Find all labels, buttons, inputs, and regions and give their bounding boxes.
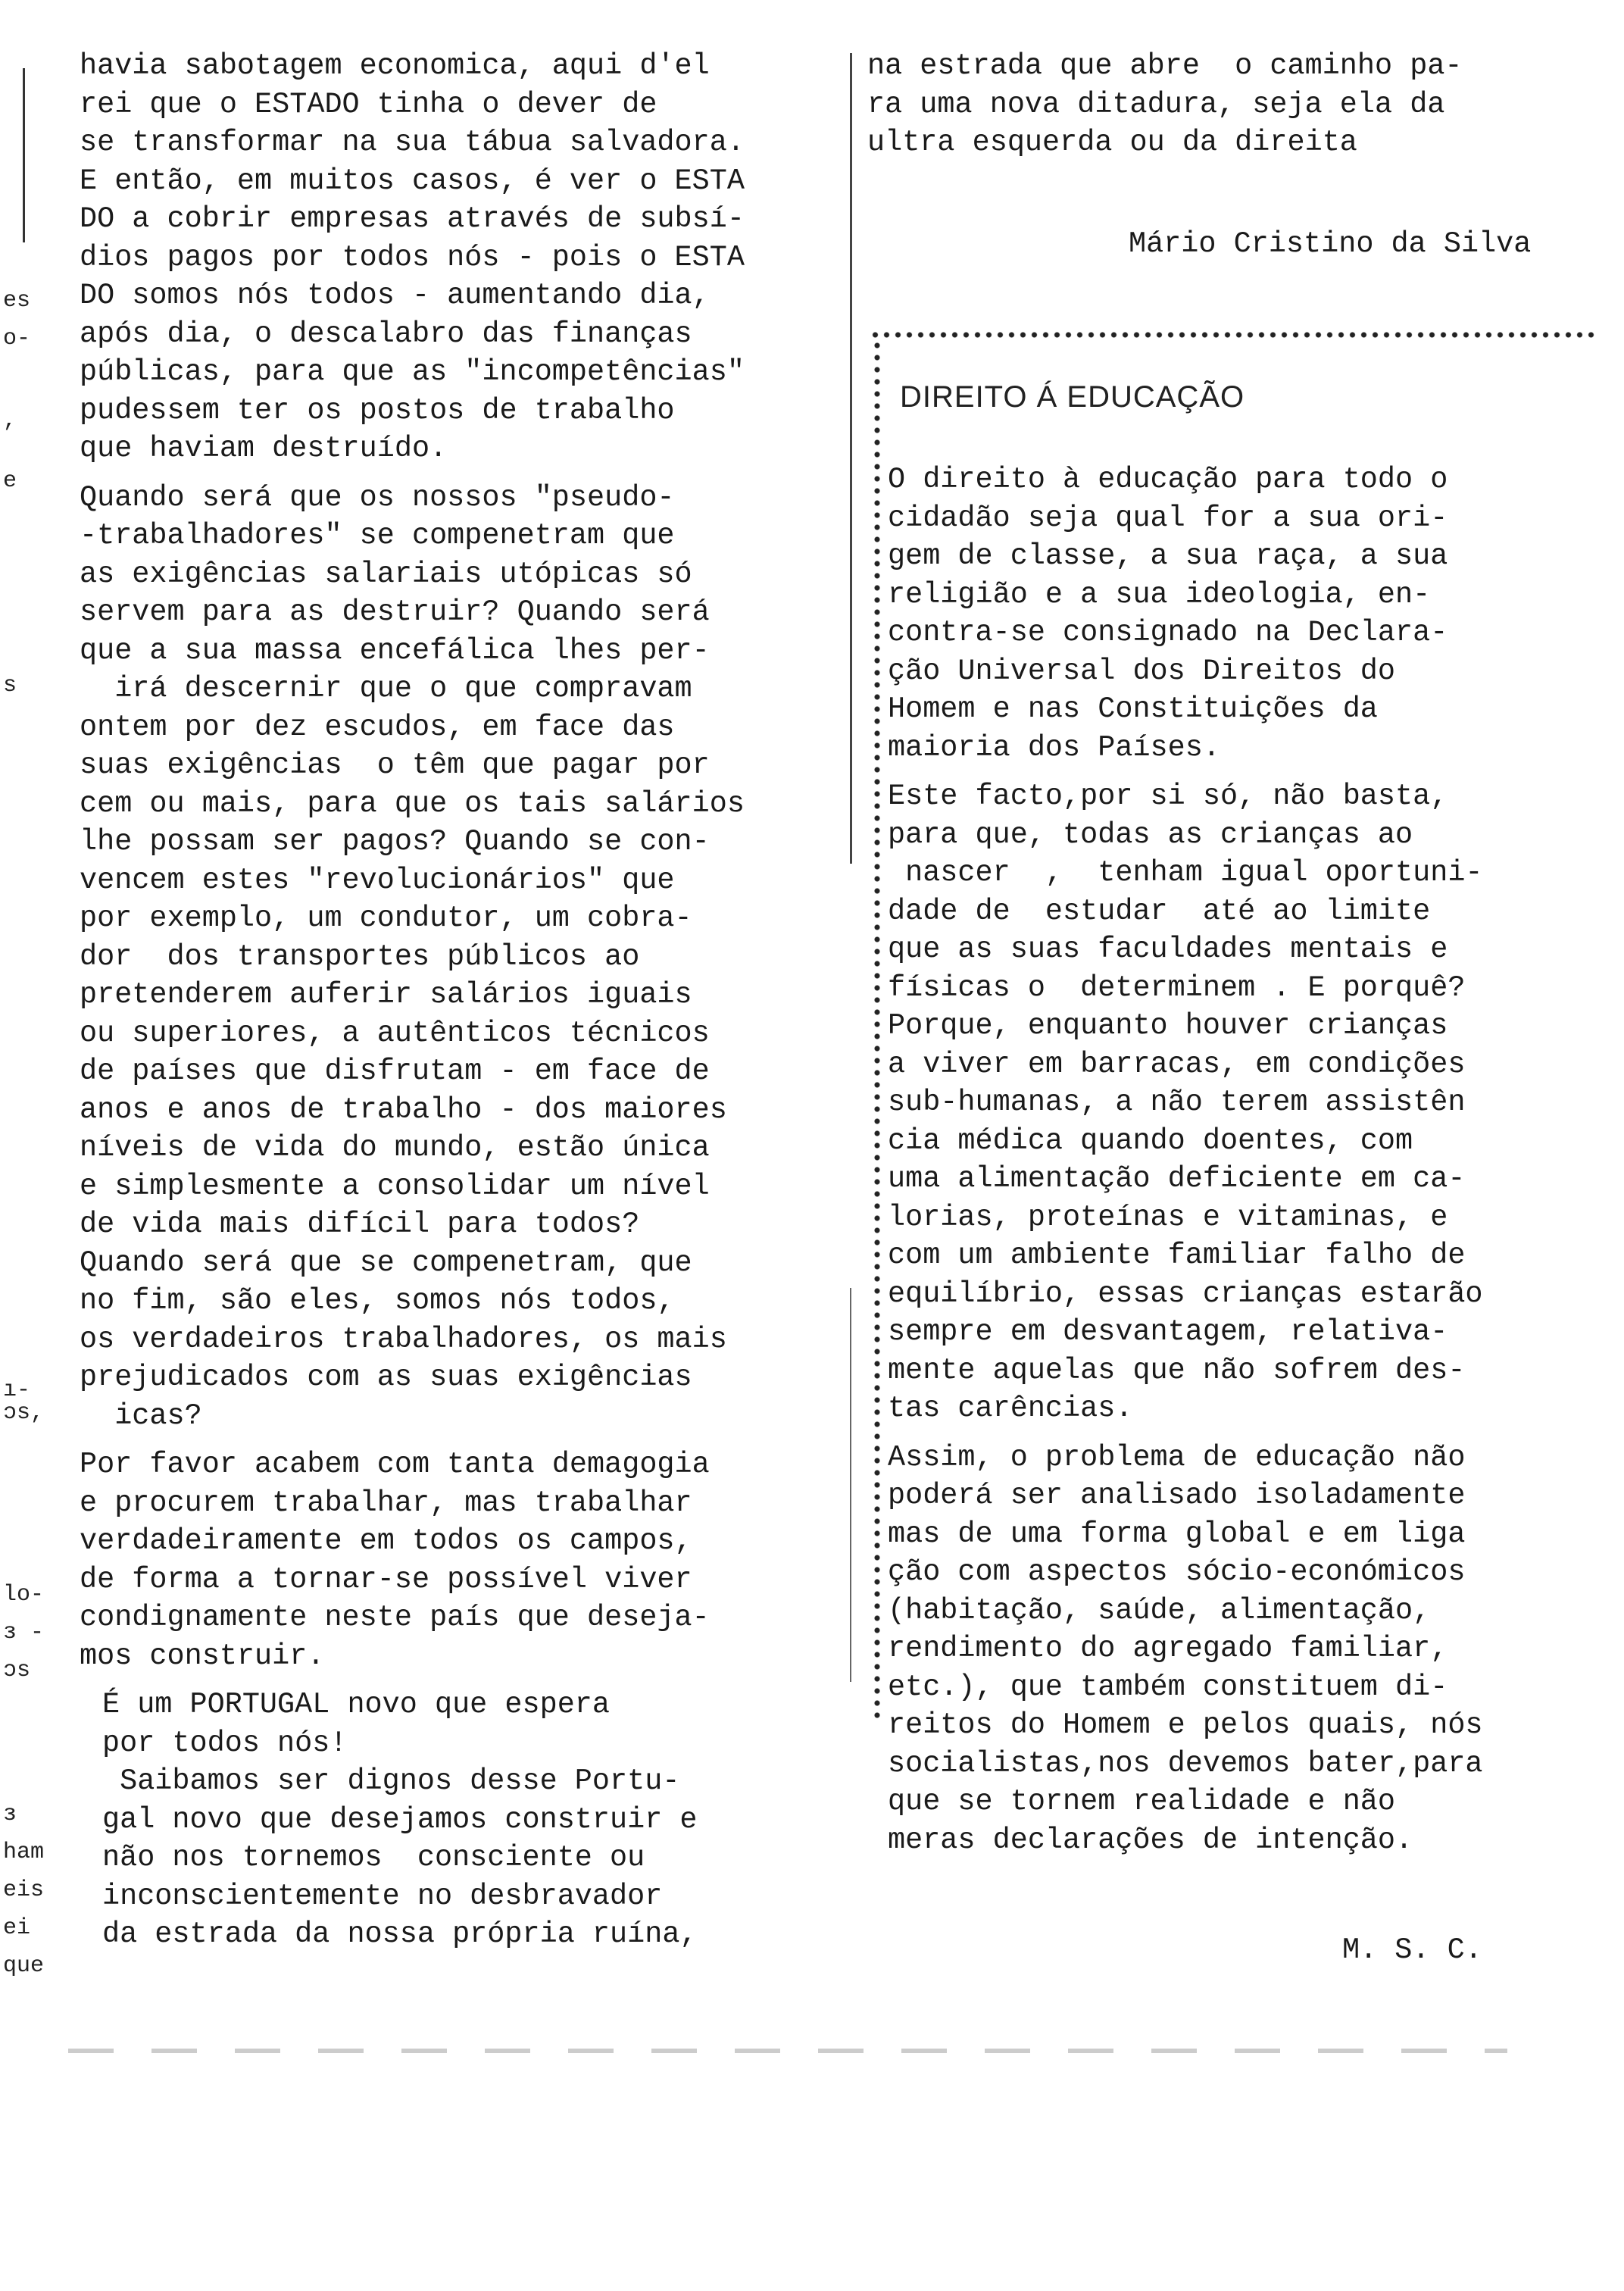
line: pretenderem auferir salários iguais xyxy=(80,978,692,1011)
line: socialistas,nos devemos bater,para xyxy=(888,1746,1483,1780)
initials-signature: M. S. C. xyxy=(1342,1933,1482,1967)
line: cem ou mais, para que os tais salários xyxy=(80,786,745,820)
line: religião e a sua ideologia, en- xyxy=(888,577,1431,611)
line: a viver em barracas, em condições xyxy=(888,1047,1466,1081)
margin-fragment: ɔs, xyxy=(3,1400,45,1426)
margin-fragment: ei xyxy=(3,1915,31,1941)
line: servem para as destruir? Quando será xyxy=(80,595,710,629)
line: dade de estudar até ao limite xyxy=(888,894,1431,928)
line: (habitação, saúde, alimentação, xyxy=(888,1593,1431,1627)
line: Quando será que se compenetram, que xyxy=(80,1246,692,1280)
line: Por favor acabem com tanta demagogia xyxy=(80,1448,710,1481)
line: meras declarações de intenção. xyxy=(888,1823,1413,1857)
margin-fragment: ɔs xyxy=(3,1658,31,1683)
line: para que, todas as crianças ao xyxy=(888,817,1413,852)
left-paragraph-3 xyxy=(80,1446,845,1675)
line: no fim, são eles, somos nós todos, xyxy=(80,1284,675,1317)
line: cidadão seja qual for a sua ori- xyxy=(888,501,1448,535)
line: com um ambiente familiar falho de xyxy=(888,1239,1466,1272)
right-column-continuation xyxy=(867,47,1579,162)
margin-fragment: o- xyxy=(3,326,31,352)
line: que se tornem realidade e não xyxy=(888,1785,1396,1818)
line: É um PORTUGAL novo que espera xyxy=(102,1688,611,1721)
margin-fragment: з xyxy=(3,1802,17,1827)
line: Assim, o problema de educação não xyxy=(888,1440,1466,1474)
line: nascer , tenham igual oportuni- xyxy=(888,856,1483,889)
line: -trabalhadores" se compenetram que xyxy=(80,519,675,552)
line: Homem e nas Constituições da xyxy=(888,692,1378,726)
line: havia sabotagem economica, aqui d'el xyxy=(80,49,710,83)
line: lorias, proteínas e vitaminas, e xyxy=(888,1200,1448,1234)
line: e simplesmente a consolidar um nível xyxy=(80,1169,710,1203)
line: ultra esquerda ou da direita xyxy=(867,126,1357,159)
line: ção com aspectos sócio-económicos xyxy=(888,1555,1466,1589)
margin-fragment: que xyxy=(3,1953,45,1979)
left-closing xyxy=(80,1686,845,1954)
line: da estrada da nossa própria ruína, xyxy=(102,1918,698,1951)
line: de vida mais difícil para todos? xyxy=(80,1208,640,1241)
line: poderá ser analisado isoladamente xyxy=(888,1479,1466,1512)
line: que a sua massa encefálica lhes per- xyxy=(80,633,710,667)
author-signature: Mário Cristino da Silva xyxy=(1129,227,1532,261)
line: inconscientemente no desbravador xyxy=(102,1879,663,1913)
right-paragraph-3 xyxy=(888,1439,1615,1860)
margin-fragment: eis xyxy=(3,1877,45,1903)
line: após dia, o descalabro das finanças xyxy=(80,317,692,351)
line: níveis de vida do mundo, estão única xyxy=(80,1131,710,1164)
line: físicas o determinem . E porquê? xyxy=(888,970,1466,1005)
line: cia médica quando doentes, com xyxy=(888,1124,1413,1158)
left-margin-fragments xyxy=(0,0,61,1979)
line: dor dos transportes públicos ao xyxy=(80,939,640,974)
line: equilíbrio, essas crianças estarão xyxy=(888,1277,1483,1311)
margin-rule xyxy=(23,68,25,242)
dotted-border-top xyxy=(870,327,1597,342)
margin-fragment: s xyxy=(3,673,17,699)
line: gem de classe, a sua raça, a sua xyxy=(888,539,1448,573)
line: de forma a tornar-se possível viver xyxy=(80,1562,692,1596)
line: Este facto,por si só, não basta, xyxy=(888,780,1448,813)
dotted-border-left xyxy=(870,339,885,1718)
line: se transformar na sua tábua salvadora. xyxy=(80,126,745,159)
line: os verdadeiros trabalhadores, os mais xyxy=(80,1322,727,1356)
margin-fragment: з - xyxy=(3,1620,45,1646)
line: lhe possam ser pagos? Quando se con- xyxy=(80,825,710,858)
line: DO somos nós todos - aumentando dia, xyxy=(80,279,710,312)
line: mos construir. xyxy=(80,1639,325,1673)
line: prejudicados com as suas exigências xyxy=(80,1361,692,1394)
line: que as suas faculdades mentais e xyxy=(888,933,1448,966)
line: rei que o ESTADO tinha o dever de xyxy=(80,87,657,121)
line: ção Universal dos Direitos do xyxy=(888,654,1396,688)
line: e procurem trabalhar, mas trabalhar xyxy=(80,1486,692,1520)
line: Porque, enquanto houver crianças xyxy=(888,1009,1448,1042)
column-divider xyxy=(850,1288,851,1682)
line: anos e anos de trabalho - dos maiores xyxy=(80,1092,727,1127)
line: por todos nós! xyxy=(102,1726,348,1760)
line: por exemplo, um condutor, um cobra- xyxy=(80,902,692,935)
line: E então, em muitos casos, é ver o ESTA xyxy=(80,164,745,198)
line: maioria dos Países. xyxy=(888,730,1220,764)
margin-fragment: e xyxy=(3,468,17,494)
left-column-article xyxy=(80,47,845,1954)
line: que haviam destruído. xyxy=(80,432,448,465)
line: mente aquelas que não sofrem des- xyxy=(888,1353,1466,1387)
margin-fragment: ı- xyxy=(3,1377,31,1403)
margin-fragment: , xyxy=(3,408,17,433)
line: não nos tornemos consciente ou xyxy=(102,1841,645,1874)
line: etc.), que também constituem di- xyxy=(888,1670,1448,1704)
education-article xyxy=(888,461,1615,1870)
line: dios pagos por todos nós - pois o ESTA xyxy=(80,240,745,274)
continuation-text xyxy=(867,47,1579,162)
line: públicas, para que as "incompetências" xyxy=(80,355,745,389)
line: suas exigências o têm que pagar por xyxy=(80,749,710,782)
line: Quando será que os nossos "pseudo- xyxy=(80,480,675,514)
section-heading: DIREITO Á EDUCAÇÃO xyxy=(900,380,1245,414)
line: contra-se consignado na Declara- xyxy=(888,616,1448,649)
margin-fragment: ham xyxy=(3,1839,45,1865)
line: as exigências salariais utópicas só xyxy=(80,557,692,591)
line: condignamente neste país que deseja- xyxy=(80,1601,710,1634)
line: sempre em desvantagem, relativa- xyxy=(888,1315,1448,1349)
line: reitos do Homem e pelos quais, nós xyxy=(888,1708,1483,1742)
line: verdadeiramente em todos os campos, xyxy=(80,1524,692,1558)
right-paragraph-1 xyxy=(888,461,1615,767)
line: O direito à educação para todo o xyxy=(888,463,1448,496)
margin-fragment: lo- xyxy=(3,1582,45,1608)
line: icas? xyxy=(80,1399,202,1433)
left-paragraph-1 xyxy=(80,47,845,468)
line: tas carências. xyxy=(888,1392,1133,1425)
line: ontem por dez escudos, em face das xyxy=(80,710,675,744)
line: uma alimentação deficiente em ca- xyxy=(888,1162,1466,1196)
line: na estrada que abre o caminho pa- xyxy=(867,49,1463,83)
line: ou superiores, a autênticos técnicos xyxy=(80,1016,710,1050)
line: sub-humanas, a não terem assistên xyxy=(888,1086,1466,1119)
line: Saibamos ser dignos desse Portu- xyxy=(102,1764,680,1798)
page-bottom-marks xyxy=(68,2049,1507,2053)
line: ra uma nova ditadura, seja ela da xyxy=(867,87,1445,121)
line: vencem estes "revolucionários" que xyxy=(80,863,675,897)
line: rendimento do agregado familiar, xyxy=(888,1632,1448,1665)
line: irá descernir que o que compravam xyxy=(80,672,692,705)
line: gal novo que desejamos construir e xyxy=(102,1802,698,1836)
margin-fragment: es xyxy=(3,288,31,314)
line: pudessem ter os postos de trabalho xyxy=(80,393,675,427)
line: de países que disfrutam - em face de xyxy=(80,1055,710,1088)
line: mas de uma forma global e em liga xyxy=(888,1517,1466,1551)
right-paragraph-2 xyxy=(888,777,1615,1428)
line: DO a cobrir empresas através de subsí- xyxy=(80,202,745,236)
column-divider xyxy=(850,53,852,864)
left-paragraph-2 xyxy=(80,479,845,1436)
